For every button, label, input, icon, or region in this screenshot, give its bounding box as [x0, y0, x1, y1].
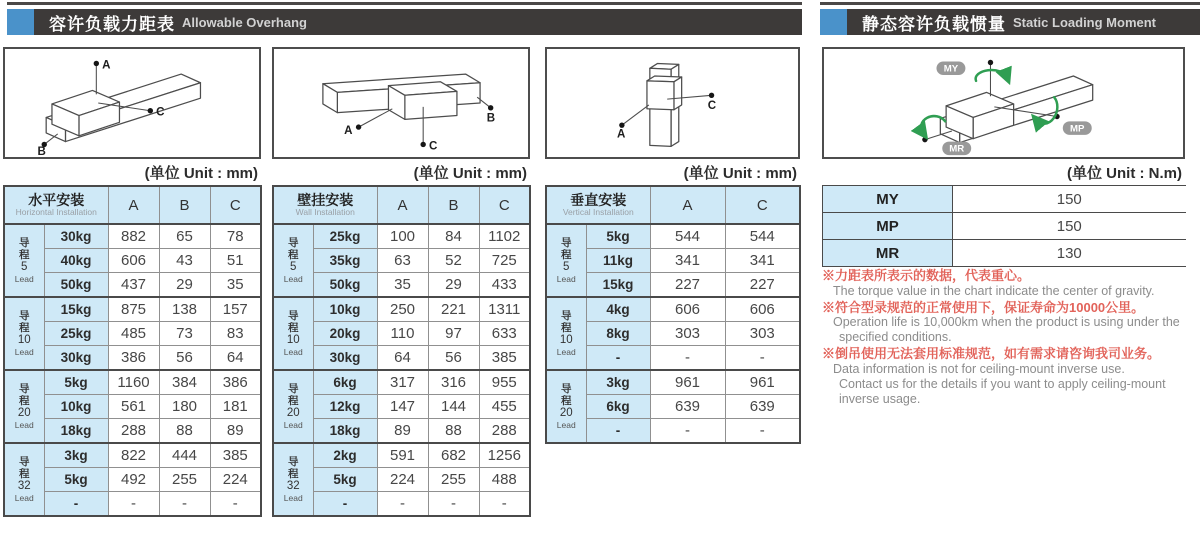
value-cell: 43	[159, 249, 210, 273]
header-bar	[7, 9, 802, 35]
lead-zh-char: 导	[288, 382, 299, 395]
point-a-label: A	[102, 59, 111, 72]
value-cell: 437	[108, 273, 159, 298]
column-header: B	[428, 186, 479, 224]
moment-value-cell: 130	[953, 240, 1186, 267]
note-en: Contact us for the details if you want to apply ceiling-mount	[839, 376, 1166, 391]
lead-zh-char: 程	[288, 321, 299, 334]
note-zh: ※力距表所表示的数据，代表重心。	[822, 268, 1031, 283]
table-header-row	[4, 186, 261, 224]
value-cell: 544	[725, 224, 800, 249]
column-header: C	[479, 186, 530, 224]
moment-diagram	[822, 47, 1185, 159]
column-header: A	[108, 186, 159, 224]
load-cell: 3kg	[586, 370, 650, 395]
load-cell: 18kg	[313, 419, 377, 444]
blue-accent-square	[820, 9, 847, 35]
lead-zh-char: 程	[19, 467, 30, 480]
note-en: specified conditions.	[839, 330, 952, 344]
value-cell: 157	[210, 297, 261, 322]
value-cell: 88	[159, 419, 210, 444]
value-cell: 88	[428, 419, 479, 444]
header-rule	[820, 2, 1200, 5]
moment-label-cell: MY	[823, 186, 953, 213]
lead-cell	[273, 297, 313, 370]
column-header: A	[377, 186, 428, 224]
point-a-label: A	[344, 124, 353, 137]
blue-accent-square	[7, 9, 34, 35]
value-cell: 485	[108, 322, 159, 346]
value-cell: 316	[428, 370, 479, 395]
lead-cell	[4, 443, 44, 516]
lead-zh-char: 导	[561, 236, 572, 249]
table-row	[546, 297, 800, 322]
table-title-en: Wall Installation	[295, 207, 355, 218]
value-cell: 1256	[479, 443, 530, 468]
unit-label-mm: (单位 Unit : mm)	[144, 165, 258, 182]
point-a-dot	[356, 124, 361, 129]
value-cell: 639	[725, 395, 800, 419]
lead-zh-char: 导	[561, 382, 572, 395]
value-cell: 341	[650, 249, 725, 273]
value-cell: 224	[210, 468, 261, 492]
load-cell: 40kg	[44, 249, 108, 273]
value-cell: 639	[650, 395, 725, 419]
value-cell: 97	[428, 322, 479, 346]
value-cell: 682	[428, 443, 479, 468]
allowable-overhang-header	[7, 2, 802, 35]
load-cell: 30kg	[44, 346, 108, 371]
value-cell: 591	[377, 443, 428, 468]
value-cell: -	[650, 419, 725, 444]
point-c-label: C	[156, 106, 165, 119]
load-cell: 5kg	[586, 224, 650, 249]
value-cell: 144	[428, 395, 479, 419]
lead-en: Lead	[14, 493, 34, 504]
column-header: A	[650, 186, 725, 224]
value-cell: -	[210, 492, 261, 517]
point-c-dot	[420, 142, 425, 147]
value-cell: 1160	[108, 370, 159, 395]
value-cell: 961	[650, 370, 725, 395]
lead-number: 5	[290, 260, 297, 273]
unit-label-nm: (单位 Unit : N.m)	[1067, 165, 1182, 182]
lead-cell	[546, 370, 586, 443]
table-title-zh: 壁挂安装	[297, 192, 354, 209]
value-cell: 606	[650, 297, 725, 322]
mr-badge-label: MR	[949, 143, 965, 155]
wall-installation-table	[272, 185, 531, 517]
lead-cell	[4, 224, 44, 297]
value-cell: 138	[159, 297, 210, 322]
header-title-en: Allowable Overhang	[182, 14, 307, 30]
lead-zh-char: 导	[19, 382, 30, 395]
point-a-dot	[619, 122, 624, 127]
lead-number: 10	[286, 333, 300, 346]
value-cell: 64	[210, 346, 261, 371]
lead-zh-char: 程	[561, 321, 572, 334]
value-cell: -	[650, 346, 725, 371]
vertical-installation-diagram	[545, 47, 800, 159]
value-cell: 110	[377, 322, 428, 346]
note-en: Operation life is 10,000km when the product is using under the	[833, 315, 1180, 329]
value-cell: 606	[108, 249, 159, 273]
lead-number: 10	[559, 333, 573, 346]
unit-label-mm: (单位 Unit : mm)	[683, 165, 797, 182]
load-cell: 2kg	[313, 443, 377, 468]
value-cell: 1311	[479, 297, 530, 322]
horizontal-installation-diagram	[3, 47, 261, 159]
value-cell: 63	[377, 249, 428, 273]
value-cell: 224	[377, 468, 428, 492]
value-cell: 29	[159, 273, 210, 298]
lead-zh-char: 导	[288, 309, 299, 322]
lead-cell	[273, 224, 313, 297]
lead-en: Lead	[14, 420, 34, 431]
value-cell: 147	[377, 395, 428, 419]
load-cell: 8kg	[586, 322, 650, 346]
lead-zh-char: 程	[561, 248, 572, 261]
mp-badge-label: MP	[1070, 123, 1085, 135]
lead-number: 5	[21, 260, 28, 273]
value-cell: 288	[479, 419, 530, 444]
load-cell: 12kg	[313, 395, 377, 419]
load-cell: 5kg	[313, 468, 377, 492]
value-cell: 561	[108, 395, 159, 419]
value-cell: 56	[159, 346, 210, 371]
vertical-rail-drawing	[547, 49, 798, 157]
lead-en: Lead	[283, 274, 303, 285]
vertical-installation-table	[545, 185, 801, 444]
value-cell: -	[428, 492, 479, 517]
value-cell: 385	[479, 346, 530, 371]
table-title-cell	[273, 186, 377, 224]
value-cell: 822	[108, 443, 159, 468]
value-cell: 725	[479, 249, 530, 273]
table-title-cell	[4, 186, 108, 224]
point-a-dot	[94, 61, 99, 66]
load-cell: 25kg	[44, 322, 108, 346]
lead-number: 32	[17, 479, 31, 492]
load-cell: 5kg	[44, 370, 108, 395]
my-badge-label: MY	[943, 63, 959, 75]
load-cell: 4kg	[586, 297, 650, 322]
lead-zh-char: 导	[19, 236, 30, 249]
value-cell: 386	[210, 370, 261, 395]
lead-zh-char: 程	[288, 248, 299, 261]
lead-cell	[4, 297, 44, 370]
value-cell: -	[377, 492, 428, 517]
column-header: C	[210, 186, 261, 224]
table-header-row	[273, 186, 530, 224]
lead-number: 10	[17, 333, 31, 346]
value-cell: 52	[428, 249, 479, 273]
table-row	[273, 443, 530, 468]
moment-row	[823, 213, 1186, 240]
value-cell: 83	[210, 322, 261, 346]
lead-zh-char: 导	[561, 309, 572, 322]
load-cell: 50kg	[313, 273, 377, 298]
load-cell: -	[44, 492, 108, 517]
static-loading-moment-header	[820, 2, 1200, 35]
point-a-label: A	[617, 128, 626, 141]
point-c-dot	[709, 93, 714, 98]
value-cell: 488	[479, 468, 530, 492]
lead-number: 20	[17, 406, 31, 419]
header-title-zh: 静态容许负载惯量	[862, 14, 1006, 34]
table-title-zh: 垂直安装	[570, 192, 627, 209]
lead-number: 5	[563, 260, 570, 273]
value-cell: 227	[650, 273, 725, 298]
load-cell: 25kg	[313, 224, 377, 249]
horizontal-installation-table	[3, 185, 262, 517]
table-row	[273, 370, 530, 395]
moment-label-cell: MR	[823, 240, 953, 267]
value-cell: -	[725, 346, 800, 371]
value-cell: 341	[725, 249, 800, 273]
lead-zh-char: 程	[288, 394, 299, 407]
moment-row	[823, 186, 1186, 213]
value-cell: -	[108, 492, 159, 517]
load-cell: 10kg	[44, 395, 108, 419]
value-cell: 29	[428, 273, 479, 298]
load-cell: 11kg	[586, 249, 650, 273]
value-cell: 89	[210, 419, 261, 444]
point-b-label: B	[486, 112, 496, 125]
value-cell: 317	[377, 370, 428, 395]
load-cell: 3kg	[44, 443, 108, 468]
value-cell: 64	[377, 346, 428, 371]
lead-en: Lead	[283, 347, 303, 358]
value-cell: 73	[159, 322, 210, 346]
lead-cell	[4, 370, 44, 443]
value-cell: 89	[377, 419, 428, 444]
table-title-en: Vertical Installation	[562, 207, 634, 218]
value-cell: 35	[210, 273, 261, 298]
value-cell: 255	[159, 468, 210, 492]
column-header: C	[725, 186, 800, 224]
load-cell: 35kg	[313, 249, 377, 273]
lead-en: Lead	[556, 274, 576, 285]
table-row	[273, 297, 530, 322]
table-row	[273, 224, 530, 249]
value-cell: 633	[479, 322, 530, 346]
point-c-label: C	[428, 140, 438, 153]
lead-en: Lead	[283, 493, 303, 504]
load-cell: 50kg	[44, 273, 108, 298]
value-cell: 78	[210, 224, 261, 249]
value-cell: 955	[479, 370, 530, 395]
load-cell: -	[586, 346, 650, 371]
value-cell: 433	[479, 273, 530, 298]
value-cell: 882	[108, 224, 159, 249]
load-cell: -	[313, 492, 377, 517]
value-cell: 250	[377, 297, 428, 322]
lead-cell	[546, 297, 586, 370]
lead-number: 20	[559, 406, 573, 419]
value-cell: 875	[108, 297, 159, 322]
value-cell: -	[159, 492, 210, 517]
lead-en: Lead	[556, 347, 576, 358]
value-cell: 51	[210, 249, 261, 273]
value-cell: 384	[159, 370, 210, 395]
value-cell: 492	[108, 468, 159, 492]
table-row	[4, 443, 261, 468]
lead-en: Lead	[14, 347, 34, 358]
lead-cell	[546, 224, 586, 297]
point-b-dot	[488, 105, 493, 110]
lead-en: Lead	[283, 420, 303, 431]
wall-rail-drawing	[274, 49, 528, 157]
load-cell: -	[586, 419, 650, 444]
value-cell: 181	[210, 395, 261, 419]
lead-en: Lead	[14, 274, 34, 285]
unit-label-mm: (单位 Unit : mm)	[413, 165, 527, 182]
footnotes	[822, 267, 1197, 407]
value-cell: 303	[650, 322, 725, 346]
value-cell: 56	[428, 346, 479, 371]
lead-zh-char: 程	[19, 394, 30, 407]
value-cell: 386	[108, 346, 159, 371]
lead-zh-char: 导	[19, 309, 30, 322]
lead-zh-char: 程	[288, 467, 299, 480]
value-cell: 84	[428, 224, 479, 249]
value-cell: 961	[725, 370, 800, 395]
value-cell: 385	[210, 443, 261, 468]
value-cell: 544	[650, 224, 725, 249]
load-cell: 5kg	[44, 468, 108, 492]
value-cell: 1102	[479, 224, 530, 249]
table-row	[546, 370, 800, 395]
value-cell: 303	[725, 322, 800, 346]
lead-zh-char: 导	[288, 455, 299, 468]
lead-cell	[273, 370, 313, 443]
value-cell: 444	[159, 443, 210, 468]
column-header: B	[159, 186, 210, 224]
moment-value-cell: 150	[953, 213, 1186, 240]
header-bar	[820, 9, 1200, 35]
lead-en: Lead	[556, 420, 576, 431]
value-cell: 65	[159, 224, 210, 249]
table-title-zh: 水平安装	[28, 192, 85, 209]
note-en: The torque value in the chart indicate the center of gravity.	[833, 283, 1155, 298]
table-title-en: Horizontal Installation	[15, 207, 97, 218]
moment-rail-drawing	[824, 49, 1183, 157]
lead-zh-char: 程	[561, 394, 572, 407]
load-cell: 6kg	[586, 395, 650, 419]
moment-label-cell: MP	[823, 213, 953, 240]
load-cell: 30kg	[44, 224, 108, 249]
my-rotation-arrow	[976, 70, 1007, 81]
lead-zh-char: 导	[288, 236, 299, 249]
note-zh: ※符合型录规范的正常使用下，保证寿命为10000公里。	[822, 299, 1145, 315]
load-cell: 15kg	[44, 297, 108, 322]
load-cell: 30kg	[313, 346, 377, 371]
load-cell: 18kg	[44, 419, 108, 444]
table-header-row	[546, 186, 800, 224]
value-cell: 255	[428, 468, 479, 492]
point-c-dot	[148, 108, 153, 113]
point-b-label: B	[37, 146, 46, 157]
load-cell: 6kg	[313, 370, 377, 395]
value-cell: 100	[377, 224, 428, 249]
lead-zh-char: 导	[19, 455, 30, 468]
mr-axis-dot	[922, 137, 927, 142]
header-title-en: Static Loading Moment	[1013, 14, 1156, 30]
value-cell: -	[725, 419, 800, 444]
header-title-zh: 容许负载力距表	[49, 14, 175, 34]
value-cell: 221	[428, 297, 479, 322]
load-cell: 15kg	[586, 273, 650, 298]
note-en: inverse usage.	[839, 391, 921, 406]
value-cell: 227	[725, 273, 800, 298]
table-row	[4, 224, 261, 249]
load-cell: 20kg	[313, 322, 377, 346]
table-row	[4, 297, 261, 322]
lead-number: 20	[286, 406, 300, 419]
point-c-label: C	[707, 99, 717, 112]
lead-cell	[273, 443, 313, 516]
lead-number: 32	[286, 479, 300, 492]
value-cell: 606	[725, 297, 800, 322]
wall-installation-diagram	[272, 47, 530, 159]
value-cell: 35	[377, 273, 428, 298]
table-title-cell	[546, 186, 650, 224]
value-cell: 288	[108, 419, 159, 444]
note-en: Data information is not for ceiling-mount inverse use.	[833, 361, 1125, 376]
value-cell: -	[479, 492, 530, 517]
value-cell: 455	[479, 395, 530, 419]
table-row	[4, 370, 261, 395]
my-axis-dot	[988, 60, 993, 65]
load-cell: 10kg	[313, 297, 377, 322]
note-zh: ※倒吊使用无法套用标准规范，如有需求请咨询我司业务。	[822, 346, 1161, 361]
header-rule	[7, 2, 802, 5]
table-row	[546, 224, 800, 249]
moment-row	[823, 240, 1186, 267]
lead-zh-char: 程	[19, 321, 30, 334]
lead-zh-char: 程	[19, 248, 30, 261]
horizontal-rail-drawing	[5, 49, 259, 157]
moment-value-cell: 150	[953, 186, 1186, 213]
static-loading-moment-table	[822, 185, 1186, 267]
value-cell: 180	[159, 395, 210, 419]
